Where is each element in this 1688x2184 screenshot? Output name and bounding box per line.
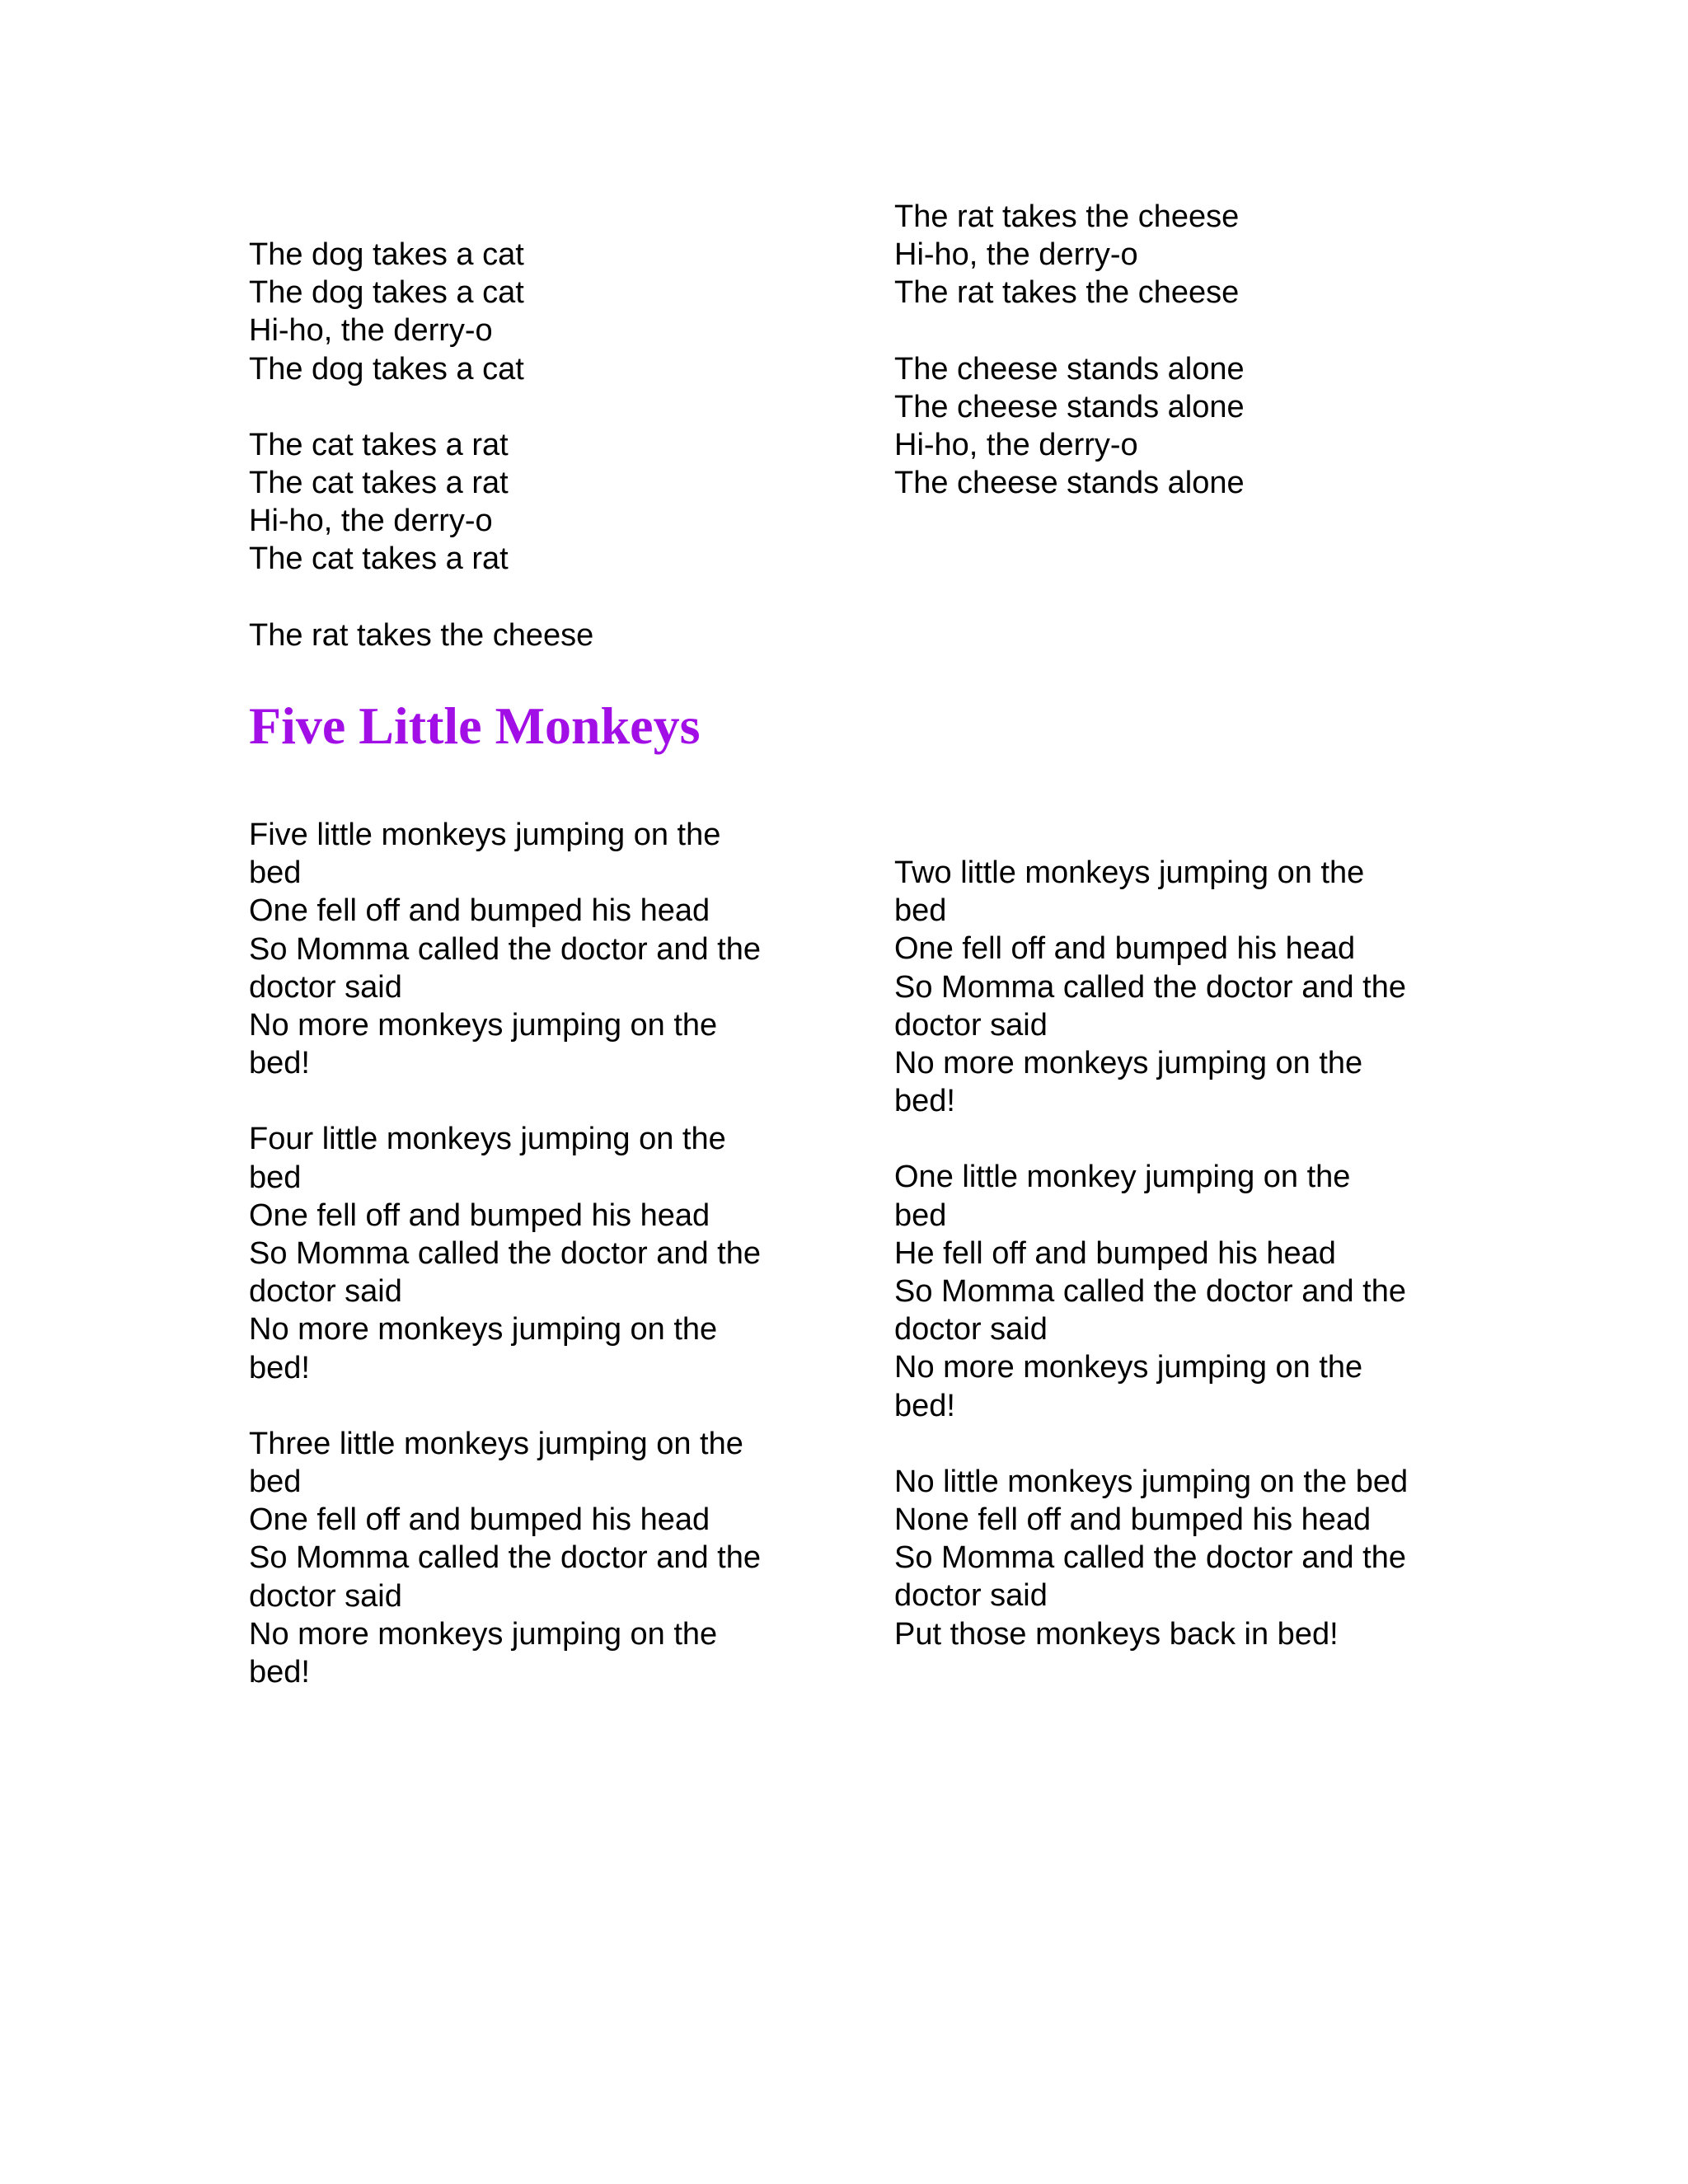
lyric-line: doctor said: [249, 1578, 402, 1614]
lyric-stanza: [249, 236, 826, 388]
lyric-line: Hi-ho, the derry-o: [249, 313, 493, 349]
lyric-line: Put those monkeys back in bed!: [894, 1616, 1339, 1652]
lyric-line: So Momma called the doctor and the: [249, 1236, 762, 1272]
lyric-line: bed!: [894, 1084, 955, 1119]
lyric-line: bed: [249, 855, 302, 891]
lyric-line: No more monkeys jumping on the: [894, 1350, 1363, 1385]
lyric-line: Hi-ho, the derry-o: [249, 504, 493, 539]
lyric-line: The cheese stands alone: [894, 351, 1245, 387]
lyric-stanza: [894, 1463, 1471, 1653]
lyric-line: No more monkeys jumping on the: [249, 1616, 718, 1652]
lyric-line: The rat takes the cheese: [894, 199, 1240, 234]
lyric-line: bed: [894, 893, 947, 929]
lyric-line: The cat takes a rat: [249, 427, 509, 462]
lyric-line: No more monkeys jumping on the: [249, 1312, 718, 1347]
lyric-line: The dog takes a cat: [249, 351, 524, 387]
lyric-line: doctor said: [894, 1312, 1048, 1347]
lyric-stanza: [249, 426, 826, 579]
lyric-stanza: [249, 1425, 826, 1691]
lyric-line: The cat takes a rat: [249, 466, 509, 501]
lyric-stanza: [894, 198, 1471, 312]
lyric-line: bed!: [249, 1350, 310, 1385]
lyric-line: The cheese stands alone: [894, 389, 1245, 424]
lyric-line: So Momma called the doctor and the: [249, 931, 762, 967]
lyric-line: One fell off and bumped his head: [249, 893, 710, 929]
lyric-line: Five little monkeys jumping on the: [249, 818, 721, 852]
lyric-line: The dog takes a cat: [249, 275, 524, 311]
lyric-line: Two little monkeys jumping on the: [894, 855, 1365, 890]
lyric-line: One little monkey jumping on the: [894, 1160, 1351, 1195]
lyric-line: bed: [249, 1465, 302, 1500]
lyric-line: None fell off and bumped his head: [894, 1502, 1372, 1538]
lyric-line: doctor said: [249, 1274, 402, 1310]
lyric-line: doctor said: [249, 969, 402, 1005]
lyric-stanza: [894, 1158, 1471, 1424]
lyric-line: The rat takes the cheese: [249, 617, 594, 653]
song-continuation-left-column: [249, 236, 826, 654]
lyric-line: No more monkeys jumping on the: [894, 1046, 1363, 1081]
lyric-line: bed!: [249, 1655, 310, 1690]
lyric-line: So Momma called the doctor and the: [894, 1540, 1407, 1576]
lyric-line: No more monkeys jumping on the: [249, 1008, 718, 1043]
lyric-line: The dog takes a cat: [249, 237, 524, 272]
lyric-line: The rat takes the cheese: [894, 275, 1240, 311]
lyric-line: Hi-ho, the derry-o: [894, 237, 1138, 273]
lyric-stanza: [249, 616, 826, 654]
lyric-stanza: [249, 1120, 826, 1386]
lyric-line: So Momma called the doctor and the: [894, 969, 1407, 1005]
lyric-line: doctor said: [894, 1578, 1048, 1614]
five-little-monkeys-right-column: [894, 854, 1471, 1653]
song-continuation-right-column: [894, 198, 1471, 502]
lyric-line: The cat takes a rat: [249, 541, 509, 577]
lyric-stanza: [249, 816, 826, 1082]
lyric-stanza: [894, 854, 1471, 1120]
lyric-line: He fell off and bumped his head: [894, 1235, 1336, 1271]
lyric-line: Three little monkeys jumping on the: [249, 1426, 743, 1461]
lyric-line: bed!: [894, 1388, 955, 1423]
lyric-line: Four little monkeys jumping on the: [249, 1122, 726, 1157]
lyric-line: One fell off and bumped his head: [249, 1502, 710, 1538]
lyric-line: One fell off and bumped his head: [249, 1197, 710, 1233]
lyric-line: bed!: [249, 1046, 310, 1081]
lyric-line: doctor said: [894, 1007, 1048, 1043]
lyric-line: One fell off and bumped his head: [894, 931, 1356, 967]
lyric-line: So Momma called the doctor and the: [894, 1274, 1407, 1310]
lyric-line: bed: [249, 1160, 302, 1195]
lyric-line: bed: [894, 1197, 947, 1233]
lyric-line: So Momma called the doctor and the: [249, 1540, 762, 1576]
lyric-line: The cheese stands alone: [894, 466, 1245, 501]
song-title: Five Little Monkeys: [249, 696, 701, 755]
lyric-line: No little monkeys jumping on the bed: [894, 1464, 1409, 1499]
five-little-monkeys-left-column: [249, 816, 826, 1691]
lyric-line: Hi-ho, the derry-o: [894, 428, 1138, 463]
lyric-stanza: [894, 350, 1471, 503]
